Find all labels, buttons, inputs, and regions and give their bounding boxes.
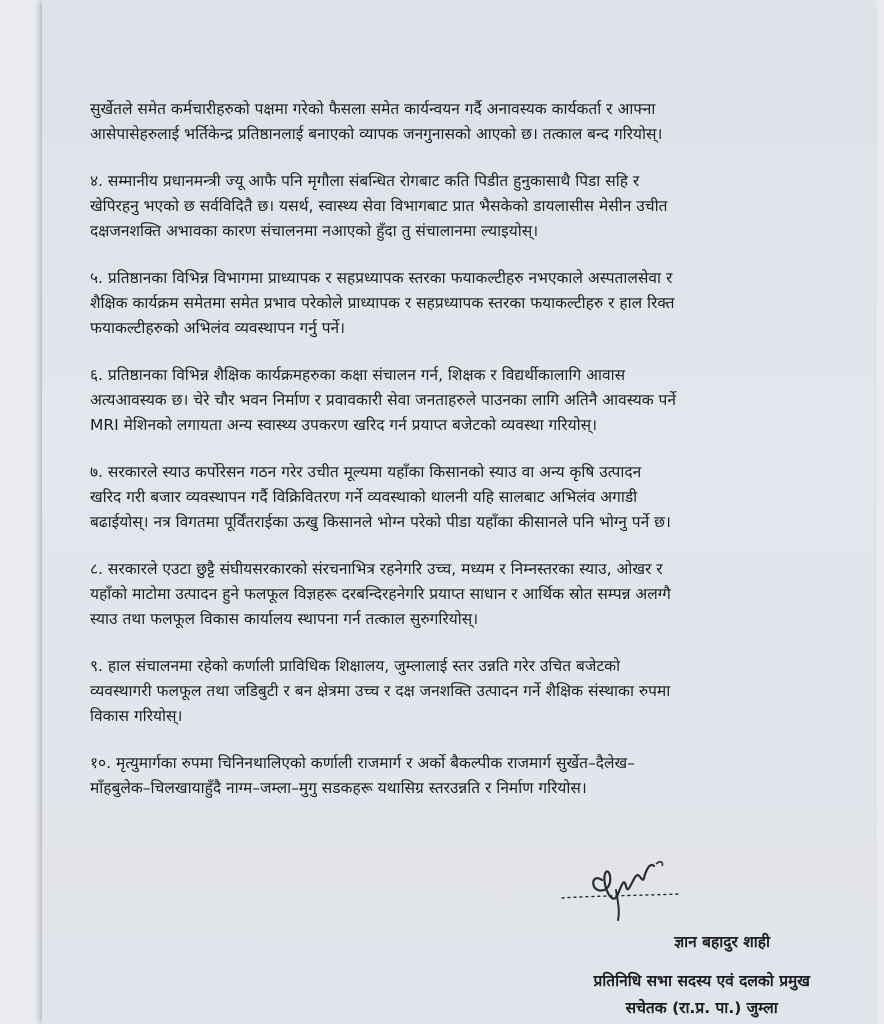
paragraph-line: खेपिरहनु भएको छ सर्वविदितै छ। यसर्थ, स्वास्थ्य सेवा विभागबाट प्रात भैसकेको डायलासीस मेसीन उचीत: [90, 197, 668, 215]
paragraph-line: ९. हाल संचालनमा रहेको कर्णाली प्राविधिक शिक्षालय, जुम्लालाई स्तर उन्नति गरेर उचित बजेटको: [90, 657, 621, 675]
paragraph-line: शैक्षिक कार्यक्रम समेतमा समेत प्रभाव परेकोले प्राध्यापक र सहप्रध्यापक स्तरका फयाकल्टीहरु र हाल रिक्त: [90, 294, 675, 312]
paragraph-line: ४. सम्मानीय प्रधानमन्त्री ज्यू आफै पनि मृगौला संबन्धित रोगबाट कति पिडीत हुनुकासाथै पिडा सहि र: [90, 172, 640, 190]
paragraph-line: सुर्खेतले समेत कर्मचारीहरुको पक्षमा गरेको फैसला समेत कार्यन्वयन गर्दै अनावस्यक कार्यकर्ता र आफ्ना: [90, 100, 656, 118]
paragraph-line: बढाईयोस्। नत्र विगतमा पूर्विंतराईका ऊखु किसानले भोग्न परेको पीडा यहाँका कीसानले पनि भोग्नु पर्ने छ।: [90, 513, 671, 531]
paragraph: [90, 654, 862, 729]
paragraph-line: फयाकल्टीहरुको अभिलंव व्यवस्थापन गर्नु पर्ने।: [90, 319, 346, 337]
paragraph-line: खरिद गरी बजार व्यवस्थापन गर्दै विक्रिवितरण गर्ने व्यवस्थाको थालनी यहि सालबाट अभिलंव अगाडी: [90, 488, 638, 506]
paragraph-line: १०. मृत्युमार्गका रुपमा चिनिनथालिएको कर्णाली राजमार्ग र अर्को बैकल्पीक राजमार्ग सुर्खेत–दैलेख–: [90, 754, 635, 772]
paragraph-line: विकास गरियोस्।: [90, 707, 183, 725]
paragraph-line: स्याउ तथा फलफूल विकास कार्यालय स्थापना गर्न तत्काल सुरुगरियोस्।: [90, 610, 479, 628]
paragraph: [90, 266, 862, 341]
paragraph-line: ५. प्रतिष्ठानका विभिन्न विभागमा प्राध्यापक र सहप्रध्यापक स्तरका फयाकल्टीहरु नभएकाले अस्पतालसेवा र: [90, 269, 673, 287]
paragraph-line: ८. सरकारले एउटा छुट्टै संघीयसरकारको संरचनाभित्र रहनेगरि उच्च, मध्यम र निम्नस्तरका स्याउ, ओखर र: [90, 560, 663, 578]
document-page: [42, 0, 874, 1024]
signer-title: [593, 968, 810, 1022]
paragraph-line: व्यवस्थागरी फलफूल तथा जडिबुटी र बन क्षेत्रमा उच्च र दक्ष जनशक्ति उत्पादन गर्ने शैक्षिक संस्थाका रुपमा: [90, 682, 671, 700]
paragraph-line: यहाँको माटोमा उत्पादन हुने फलफूल विज्ञहरू दरबन्दिरहनेगरि प्रयाप्त साधान र आर्थिक स्रोत सम्पन्न अलग्गै: [90, 585, 671, 603]
signer-title-line2: सचेतक (रा.प्र. पा.) जुम्ला: [625, 999, 778, 1017]
signer-name: ज्ञान बहादुर शाही: [674, 933, 770, 951]
paragraph: [90, 557, 862, 632]
handwritten-signature: [560, 850, 690, 925]
paragraph-line: MRI मेशिनको लगायता अन्य स्वास्थ्य उपकरण खरिद गर्न प्रयाप्त बजेटको व्यवस्था गरियोस्।: [90, 416, 597, 434]
paragraph-line: अत्यआवस्यक छ। चेरे चौर भवन निर्माण र प्रवावकारी सेवा जनताहरुले पाउनका लागि अतिनै आवस्यक पर्ने: [90, 391, 676, 409]
paragraph: [90, 751, 862, 801]
paragraph: [90, 97, 862, 147]
paragraph: [90, 363, 862, 438]
paragraph: [90, 460, 862, 535]
paragraph-line: माँहबुलेक–चिलखायाहुँदै नाग्म–जम्ला–मुगु सडकहरू यथासिग्र स्तरउन्नति र निर्माण गरियोस।: [90, 779, 587, 797]
signer-title-line1: प्रतिनिधि सभा सदस्य एवं दलको प्रमुख: [593, 972, 810, 990]
paragraph-line: ७. सरकारले स्याउ कर्पोरेसन गठन गरेर उचीत मूल्यमा यहाँका किसानको स्याउ वा अन्य कृषि उत्पादन: [90, 463, 642, 481]
paragraph: [90, 169, 862, 244]
document-body: [90, 97, 862, 823]
paragraph-line: ६. प्रतिष्ठानका विभिन्न शैक्षिक कार्यक्रमहरुका कक्षा संचालन गर्न, शिक्षक र विद्यर्थीकालागि आवास: [90, 366, 626, 384]
paragraph-line: दक्षजनशक्ति अभावका कारण संचालनमा नआएको हुँदा तु संचालानमा ल्याइयोस्।: [90, 222, 539, 240]
paragraph-line: आसेपासेहरुलाई भर्तिकेन्द्र प्रतिष्ठानलाई बनाएको व्यापक जनगुनासको आएको छ। तत्काल बन्द गरियोस्।: [90, 125, 663, 143]
